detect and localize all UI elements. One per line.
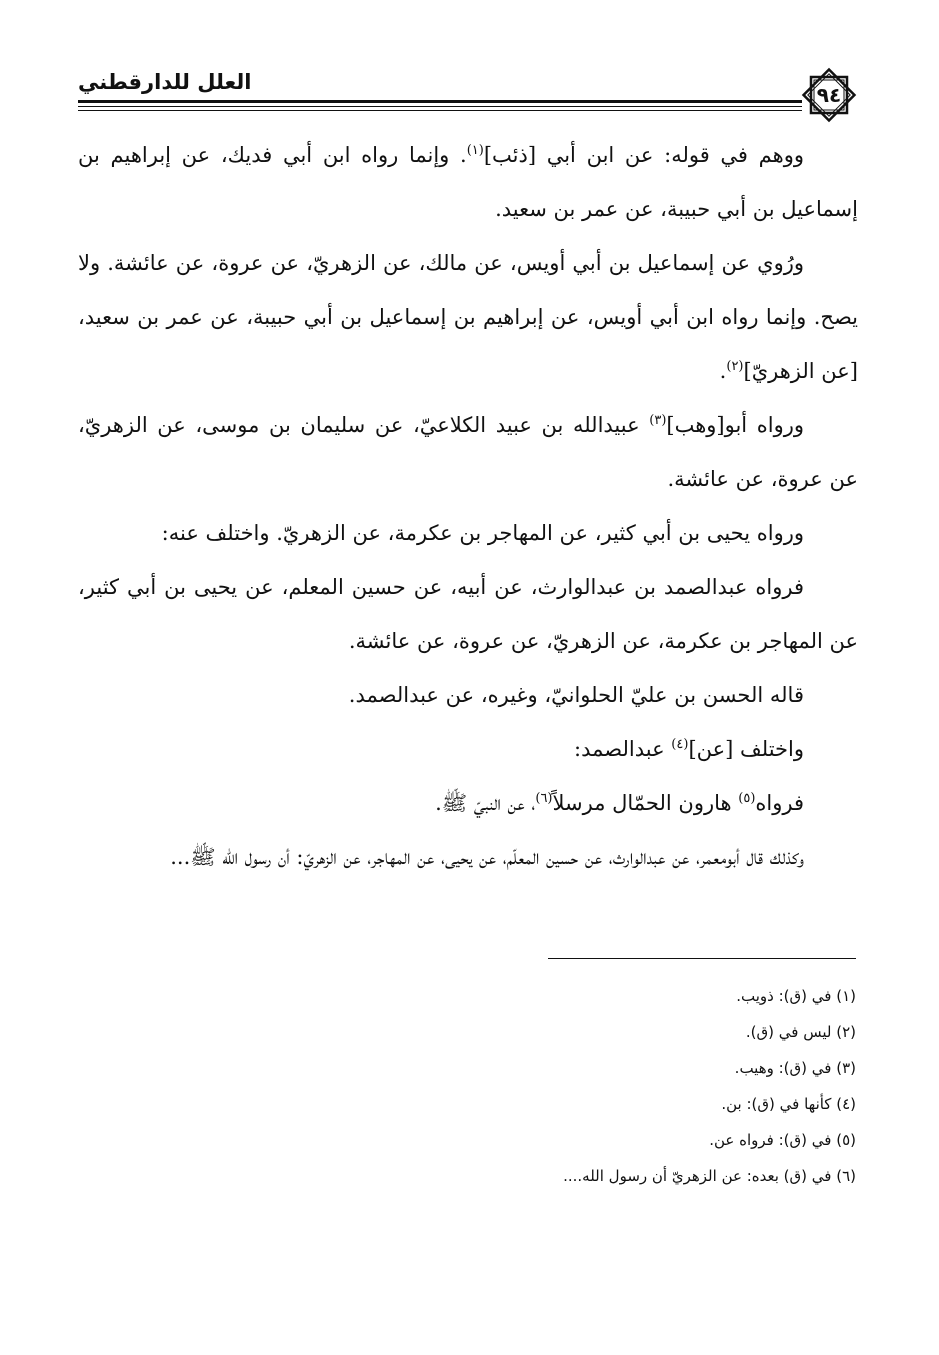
- paragraph: وكذلك قال أبومعمر، عن عبدالوارث، عن حسين المعلّم، عن يحيى، عن المهاجر، عن الزهريّ: أن رسول الله ﷺ...: [170, 845, 804, 869]
- footnote-ref: (٢): [726, 359, 744, 374]
- paragraph: ورواه يحيى بن أبي كثير، عن المهاجر بن عكرمة، عن الزهريّ. واختلف عنه:: [161, 521, 804, 545]
- paragraph-text: ووهم في قوله: عن ابن أبي [ذئب]: [483, 143, 804, 167]
- footnote-ref: (٤): [671, 737, 689, 752]
- paragraph-text: ، عن النبيّ ﷺ.: [435, 791, 536, 815]
- footnote-ref: (٣): [649, 413, 667, 428]
- paragraph: [78, 398, 858, 506]
- paragraph-text: ورُوي عن إسماعيل بن أبي أويس، عن مالك، عن الزهريّ، عن عروة، عن عائشة. ولا يصح. وإنما رواه ابن أبي أويس، عن إبراهيم بن إسماعيل بن أبي حبيبة، عن عمر بن سعيد، [عن الزهريّ]: [78, 251, 858, 383]
- paragraph-text: عبدالصمد:: [574, 737, 672, 761]
- footnote-ref: (٦): [535, 791, 553, 806]
- header-rule-thin-lower: [78, 110, 802, 111]
- paragraph: قاله الحسن بن عليّ الحلوانيّ، وغيره، عن عبدالصمد.: [348, 683, 804, 707]
- page-number-badge: [798, 64, 860, 126]
- footnote-separator: [548, 958, 856, 959]
- footnote: (٣) في (ق): وهيب.: [734, 1059, 856, 1077]
- footnote: (٢) ليس في (ق).: [745, 1023, 856, 1041]
- paragraph-text: هارون الحمّال مرسلاً: [552, 791, 739, 815]
- header-rule-thin: [78, 106, 802, 107]
- paragraph-text: واختلف [عن]: [688, 737, 804, 761]
- paragraph-text: ورواه أبو[وهب]: [666, 413, 804, 437]
- footnote: (٦) في (ق) بعده: عن الزهريّ أن رسول الله....: [563, 1167, 856, 1185]
- footnote-ref: (١): [466, 143, 484, 158]
- page-number: ٩٤: [816, 83, 842, 107]
- paragraph: [78, 776, 858, 830]
- paragraph: [78, 128, 858, 236]
- paragraph-text: فرواه: [755, 791, 804, 815]
- paragraph-text: . وإنما رواه ابن أبي فديك، عن إبراهيم بن إسماعيل بن أبي حبيبة، عن عمر بن سعيد.: [78, 143, 858, 221]
- paragraph: فرواه عبدالصمد بن عبدالوارث، عن أبيه، عن حسين المعلم، عن يحيى بن أبي كثير، عن المهاجر بن عكرمة، عن الزهريّ، عن عروة، عن عائشة.: [78, 575, 858, 653]
- paragraph: [78, 722, 858, 776]
- paragraph-text: .: [719, 359, 727, 383]
- footnote: (٤) كأنها في (ق): بن.: [721, 1095, 856, 1113]
- footnote: (٥) في (ق): فرواه عن.: [709, 1131, 856, 1149]
- running-title: العلل للدارقطني: [78, 70, 252, 94]
- paragraph-text: عبيدالله بن عبيد الكلاعيّ، عن سليمان بن موسى، عن الزهريّ، عن عروة، عن عائشة.: [78, 413, 858, 491]
- header-rule: [78, 100, 802, 103]
- footnote-ref: (٥): [738, 791, 756, 806]
- paragraph: [78, 236, 858, 398]
- footnote: (١) في (ق): ذويب.: [736, 987, 856, 1005]
- footnotes: [300, 978, 856, 1194]
- main-text: [78, 128, 858, 884]
